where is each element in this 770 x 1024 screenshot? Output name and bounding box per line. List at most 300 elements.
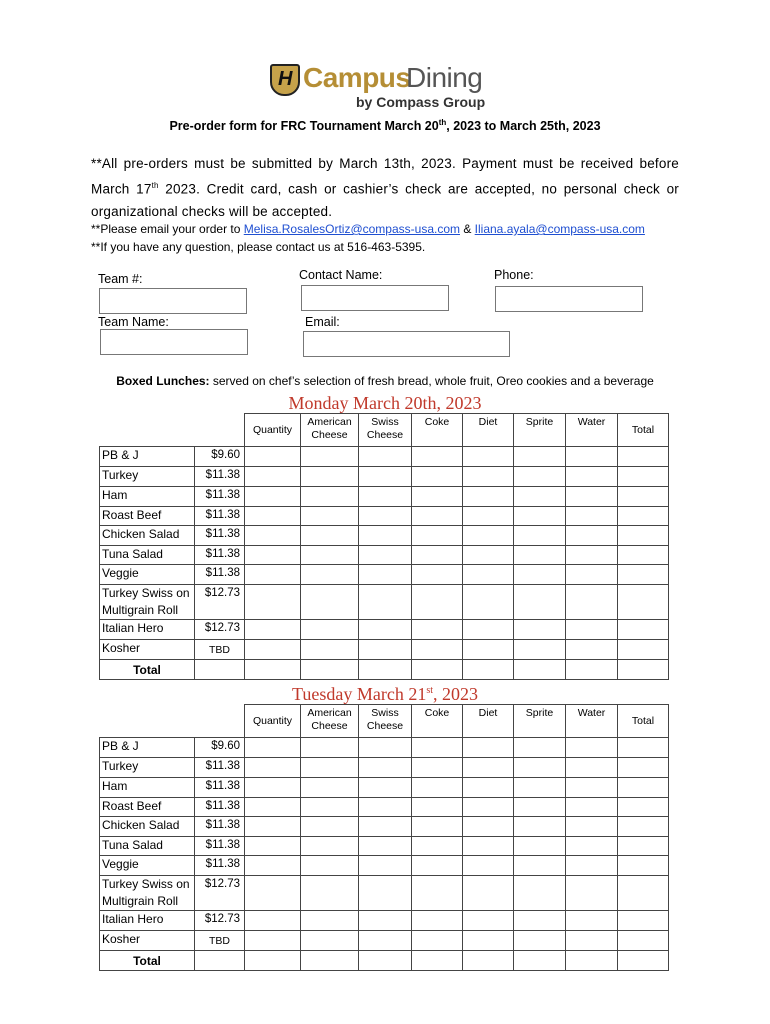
order-cell-total[interactable]	[618, 931, 669, 951]
item-price: $9.60	[195, 447, 245, 467]
item-price: TBD	[195, 640, 245, 660]
item-price: $11.38	[195, 467, 245, 487]
total-row	[100, 951, 669, 971]
team-name-field[interactable]	[100, 329, 248, 355]
order-cell-swiss[interactable]	[359, 738, 412, 758]
col-swiss-cheese-header	[359, 414, 412, 447]
order-cell-sprite[interactable]	[514, 778, 566, 798]
phone-note: **If you have any question, please contact us at 516-463-5395.	[91, 240, 426, 254]
order-cell-american[interactable]	[301, 856, 359, 876]
header-text: Swiss	[371, 416, 399, 428]
order-cell-quantity[interactable]	[245, 640, 301, 660]
order-cell-american[interactable]	[301, 837, 359, 856]
item-name: Italian Hero	[100, 620, 195, 640]
order-cell-sprite[interactable]	[514, 758, 566, 778]
item-price: $9.60	[195, 738, 245, 758]
total-cell-sprite[interactable]	[514, 660, 566, 680]
email-field[interactable]	[303, 331, 510, 357]
order-cell-water[interactable]	[566, 526, 618, 546]
order-cell-diet[interactable]	[463, 565, 514, 585]
col-american-cheese-header	[301, 705, 359, 738]
order-cell-water[interactable]	[566, 565, 618, 585]
table-row	[100, 856, 669, 876]
order-cell-sprite[interactable]	[514, 837, 566, 856]
email-link-melisa[interactable]: Melisa.RosalesOrtiz@compass-usa.com	[243, 222, 460, 236]
order-cell-sprite[interactable]	[514, 817, 566, 837]
table-row	[100, 778, 669, 798]
order-cell-sprite[interactable]	[514, 507, 566, 526]
order-cell-water[interactable]	[566, 798, 618, 817]
order-cell-water[interactable]	[566, 447, 618, 467]
order-cell-swiss[interactable]	[359, 585, 412, 620]
total-cell-sprite[interactable]	[514, 951, 566, 971]
header-text: Diet	[478, 416, 498, 428]
order-cell-american[interactable]	[301, 931, 359, 951]
order-cell-coke[interactable]	[412, 758, 463, 778]
table-row	[100, 837, 669, 856]
table-row	[100, 640, 669, 660]
total-cell-total[interactable]	[618, 951, 669, 971]
order-cell-water[interactable]	[566, 778, 618, 798]
order-cell-quantity[interactable]	[245, 798, 301, 817]
table-row	[100, 526, 669, 546]
item-price: $11.38	[195, 758, 245, 778]
header-text: Quantity	[252, 424, 293, 436]
item-name: Tuna Salad	[100, 546, 195, 565]
order-cell-american[interactable]	[301, 546, 359, 565]
order-cell-sprite[interactable]	[514, 856, 566, 876]
item-price: $11.38	[195, 507, 245, 526]
item-price: $11.38	[195, 856, 245, 876]
order-cell-american[interactable]	[301, 876, 359, 911]
order-cell-swiss[interactable]	[359, 778, 412, 798]
order-cell-coke[interactable]	[412, 738, 463, 758]
order-cell-swiss[interactable]	[359, 620, 412, 640]
table-row	[100, 467, 669, 487]
order-cell-quantity[interactable]	[245, 507, 301, 526]
order-cell-water[interactable]	[566, 507, 618, 526]
order-cell-diet[interactable]	[463, 837, 514, 856]
order-cell-coke[interactable]	[412, 565, 463, 585]
order-cell-coke[interactable]	[412, 911, 463, 931]
shield-icon: H	[270, 64, 300, 96]
table-row	[100, 738, 669, 758]
col-total-header	[618, 414, 669, 447]
item-name: Ham	[100, 487, 195, 507]
order-cell-water[interactable]	[566, 876, 618, 911]
table-row	[100, 620, 669, 640]
order-cell-diet[interactable]	[463, 931, 514, 951]
order-cell-total[interactable]	[618, 546, 669, 565]
order-cell-quantity[interactable]	[245, 447, 301, 467]
item-price: TBD	[195, 931, 245, 951]
order-cell-diet[interactable]	[463, 911, 514, 931]
table-row	[100, 546, 669, 565]
item-price: $11.38	[195, 837, 245, 856]
order-cell-quantity[interactable]	[245, 546, 301, 565]
total-cell-american[interactable]	[301, 951, 359, 971]
order-cell-diet[interactable]	[463, 585, 514, 620]
col-quantity-header	[245, 414, 301, 447]
order-cell-total[interactable]	[618, 467, 669, 487]
order-cell-sprite[interactable]	[514, 911, 566, 931]
order-cell-american[interactable]	[301, 640, 359, 660]
order-cell-american[interactable]	[301, 487, 359, 507]
header-text: American	[307, 707, 352, 719]
item-price: $12.73	[195, 620, 245, 640]
total-cell-total[interactable]	[618, 660, 669, 680]
order-cell-water[interactable]	[566, 837, 618, 856]
col-diet-header	[463, 705, 514, 738]
table-row	[100, 585, 669, 620]
col-sprite-header	[514, 414, 566, 447]
order-cell-sprite[interactable]	[514, 640, 566, 660]
order-cell-total[interactable]	[618, 585, 669, 620]
table-header-row	[100, 705, 669, 738]
header-text: Total	[631, 715, 655, 727]
order-cell-water[interactable]	[566, 546, 618, 565]
table-header-row	[100, 414, 669, 447]
order-cell-diet[interactable]	[463, 526, 514, 546]
order-cell-quantity[interactable]	[245, 876, 301, 911]
order-cell-swiss[interactable]	[359, 837, 412, 856]
order-cell-coke[interactable]	[412, 817, 463, 837]
team-number-field[interactable]	[99, 288, 247, 314]
order-cell-swiss[interactable]	[359, 817, 412, 837]
order-cell-quantity[interactable]	[245, 585, 301, 620]
order-cell-sprite[interactable]	[514, 585, 566, 620]
order-cell-coke[interactable]	[412, 546, 463, 565]
item-name: Turkey Swiss on Multigrain Roll	[100, 585, 195, 620]
order-cell-quantity[interactable]	[245, 778, 301, 798]
item-name: Kosher	[100, 640, 195, 660]
header-spacer	[195, 414, 245, 447]
header-text: Total	[631, 424, 655, 436]
order-cell-total[interactable]	[618, 640, 669, 660]
total-cell-water[interactable]	[566, 951, 618, 971]
order-cell-coke[interactable]	[412, 585, 463, 620]
team-name-label: Team Name:	[98, 315, 169, 329]
order-cell-diet[interactable]	[463, 507, 514, 526]
order-cell-water[interactable]	[566, 931, 618, 951]
order-cell-sprite[interactable]	[514, 620, 566, 640]
table-row	[100, 931, 669, 951]
order-cell-total[interactable]	[618, 507, 669, 526]
order-cell-sprite[interactable]	[514, 931, 566, 951]
order-cell-sprite[interactable]	[514, 487, 566, 507]
order-cell-quantity[interactable]	[245, 565, 301, 585]
order-cell-american[interactable]	[301, 817, 359, 837]
header-text: Cheese	[366, 429, 404, 441]
order-cell-water[interactable]	[566, 640, 618, 660]
order-cell-total[interactable]	[618, 620, 669, 640]
item-name: Ham	[100, 778, 195, 798]
order-cell-coke[interactable]	[412, 931, 463, 951]
order-cell-total[interactable]	[618, 798, 669, 817]
order-cell-water[interactable]	[566, 911, 618, 931]
item-name: Kosher	[100, 931, 195, 951]
phone-label: Phone:	[494, 268, 534, 282]
order-cell-american[interactable]	[301, 911, 359, 931]
order-cell-sprite[interactable]	[514, 526, 566, 546]
total-cell-diet[interactable]	[463, 951, 514, 971]
header-text: American	[307, 416, 352, 428]
order-cell-total[interactable]	[618, 876, 669, 911]
header-text: Diet	[478, 707, 498, 719]
total-row	[100, 660, 669, 680]
order-cell-diet[interactable]	[463, 738, 514, 758]
order-cell-diet[interactable]	[463, 620, 514, 640]
total-price-cell	[195, 660, 245, 680]
item-price: $11.38	[195, 778, 245, 798]
campus-dining-logo	[270, 62, 494, 112]
table-row	[100, 911, 669, 931]
item-price: $11.38	[195, 546, 245, 565]
order-cell-sprite[interactable]	[514, 565, 566, 585]
col-swiss-cheese-header	[359, 705, 412, 738]
monday-order-table	[99, 413, 669, 680]
item-name: Chicken Salad	[100, 817, 195, 837]
order-cell-swiss[interactable]	[359, 640, 412, 660]
order-cell-coke[interactable]	[412, 798, 463, 817]
order-cell-swiss[interactable]	[359, 876, 412, 911]
order-cell-quantity[interactable]	[245, 738, 301, 758]
order-cell-water[interactable]	[566, 620, 618, 640]
order-cell-quantity[interactable]	[245, 467, 301, 487]
order-cell-swiss[interactable]	[359, 565, 412, 585]
col-sprite-header	[514, 705, 566, 738]
table-row	[100, 817, 669, 837]
order-cell-diet[interactable]	[463, 817, 514, 837]
item-price: $11.38	[195, 798, 245, 817]
order-cell-quantity[interactable]	[245, 837, 301, 856]
header-text: Cheese	[311, 429, 348, 441]
col-total-header	[618, 705, 669, 738]
order-cell-swiss[interactable]	[359, 467, 412, 487]
header-text: Cheese	[311, 720, 348, 732]
logo-brand-dining: Dining	[406, 62, 483, 93]
order-cell-american[interactable]	[301, 738, 359, 758]
col-water-header	[566, 705, 618, 738]
order-cell-total[interactable]	[618, 738, 669, 758]
order-cell-swiss[interactable]	[359, 931, 412, 951]
order-cell-sprite[interactable]	[514, 467, 566, 487]
table-row	[100, 798, 669, 817]
order-cell-swiss[interactable]	[359, 447, 412, 467]
boxed-lunches-note: Boxed Lunches: served on chef’s selection of fresh bread, whole fruit, Oreo cookies and a beverage	[116, 374, 654, 388]
order-cell-total[interactable]	[618, 911, 669, 931]
order-cell-american[interactable]	[301, 798, 359, 817]
order-cell-coke[interactable]	[412, 640, 463, 660]
order-cell-american[interactable]	[301, 778, 359, 798]
header-spacer	[100, 414, 195, 447]
order-cell-american[interactable]	[301, 585, 359, 620]
total-price-cell	[195, 951, 245, 971]
item-price: $12.73	[195, 876, 245, 911]
order-cell-sprite[interactable]	[514, 876, 566, 911]
order-cell-diet[interactable]	[463, 546, 514, 565]
order-cell-swiss[interactable]	[359, 487, 412, 507]
item-name: Veggie	[100, 565, 195, 585]
order-cell-american[interactable]	[301, 565, 359, 585]
order-cell-total[interactable]	[618, 856, 669, 876]
order-cell-water[interactable]	[566, 738, 618, 758]
order-cell-coke[interactable]	[412, 487, 463, 507]
email-label: Email:	[305, 315, 340, 329]
order-cell-diet[interactable]	[463, 876, 514, 911]
email-note: **Please email your order to Melisa.RosalesOrtiz@compass-usa.com & Iliana.ayala@compass-usa.com	[91, 222, 645, 236]
order-cell-coke[interactable]	[412, 876, 463, 911]
item-name: Roast Beef	[100, 798, 195, 817]
total-cell-swiss[interactable]	[359, 951, 412, 971]
order-cell-sprite[interactable]	[514, 447, 566, 467]
order-cell-total[interactable]	[618, 565, 669, 585]
item-price: $11.38	[195, 487, 245, 507]
order-cell-diet[interactable]	[463, 467, 514, 487]
order-cell-coke[interactable]	[412, 620, 463, 640]
logo-byline: by Compass Group	[356, 94, 486, 110]
order-cell-total[interactable]	[618, 837, 669, 856]
order-cell-water[interactable]	[566, 817, 618, 837]
order-cell-quantity[interactable]	[245, 931, 301, 951]
total-cell-water[interactable]	[566, 660, 618, 680]
table-row	[100, 565, 669, 585]
order-cell-swiss[interactable]	[359, 798, 412, 817]
header-text: Cheese	[366, 720, 404, 732]
order-cell-coke[interactable]	[412, 778, 463, 798]
order-cell-diet[interactable]	[463, 487, 514, 507]
table-row	[100, 758, 669, 778]
order-cell-american[interactable]	[301, 758, 359, 778]
item-name: Turkey Swiss on Multigrain Roll	[100, 876, 195, 911]
order-cell-diet[interactable]	[463, 778, 514, 798]
item-name: Italian Hero	[100, 911, 195, 931]
phone-field[interactable]	[495, 286, 643, 312]
order-cell-quantity[interactable]	[245, 856, 301, 876]
monday-heading: Monday March 20th, 2023	[288, 393, 482, 413]
order-cell-total[interactable]	[618, 487, 669, 507]
header-text: Sprite	[525, 707, 554, 719]
table-row	[100, 447, 669, 467]
item-name: Turkey	[100, 467, 195, 487]
logo-brand-campus: Campus	[303, 62, 411, 93]
item-name: Turkey	[100, 758, 195, 778]
total-cell-swiss[interactable]	[359, 660, 412, 680]
col-coke-header	[412, 414, 463, 447]
order-cell-coke[interactable]	[412, 856, 463, 876]
team-number-label: Team #:	[98, 272, 143, 286]
order-cell-american[interactable]	[301, 507, 359, 526]
col-american-cheese-header	[301, 414, 359, 447]
order-cell-quantity[interactable]	[245, 817, 301, 837]
order-cell-diet[interactable]	[463, 447, 514, 467]
item-name: PB & J	[100, 447, 195, 467]
total-cell-coke[interactable]	[412, 660, 463, 680]
total-cell-quantity[interactable]	[245, 951, 301, 971]
header-text: Coke	[424, 707, 450, 719]
order-cell-coke[interactable]	[412, 837, 463, 856]
table-row	[100, 487, 669, 507]
header-text: Swiss	[371, 707, 399, 719]
order-cell-water[interactable]	[566, 487, 618, 507]
order-cell-sprite[interactable]	[514, 798, 566, 817]
order-cell-quantity[interactable]	[245, 487, 301, 507]
tuesday-order-table	[99, 704, 669, 971]
order-cell-total[interactable]	[618, 778, 669, 798]
total-cell-quantity[interactable]	[245, 660, 301, 680]
page-title: Pre-order form for FRC Tournament March 20th, 2023 to March 25th, 2023	[169, 118, 601, 134]
col-diet-header	[463, 414, 514, 447]
order-cell-water[interactable]	[566, 856, 618, 876]
order-cell-water[interactable]	[566, 758, 618, 778]
item-price: $11.38	[195, 817, 245, 837]
order-cell-quantity[interactable]	[245, 620, 301, 640]
order-cell-american[interactable]	[301, 447, 359, 467]
header-text: Water	[577, 416, 606, 428]
contact-name-label: Contact Name:	[299, 268, 383, 282]
order-cell-coke[interactable]	[412, 447, 463, 467]
total-cell-american[interactable]	[301, 660, 359, 680]
order-cell-diet[interactable]	[463, 798, 514, 817]
header-text: Quantity	[252, 715, 293, 727]
order-cell-coke[interactable]	[412, 507, 463, 526]
total-row-label: Total	[100, 951, 195, 971]
contact-name-field[interactable]	[301, 285, 449, 311]
order-cell-total[interactable]	[618, 447, 669, 467]
total-cell-coke[interactable]	[412, 951, 463, 971]
item-name: Tuna Salad	[100, 837, 195, 856]
item-name: PB & J	[100, 738, 195, 758]
order-cell-american[interactable]	[301, 620, 359, 640]
item-name: Veggie	[100, 856, 195, 876]
order-cell-sprite[interactable]	[514, 546, 566, 565]
order-cell-diet[interactable]	[463, 758, 514, 778]
item-price: $12.73	[195, 911, 245, 931]
order-cell-quantity[interactable]	[245, 911, 301, 931]
col-quantity-header	[245, 705, 301, 738]
order-cell-total[interactable]	[618, 758, 669, 778]
order-cell-quantity[interactable]	[245, 758, 301, 778]
item-name: Roast Beef	[100, 507, 195, 526]
table-row	[100, 876, 669, 911]
item-price: $11.38	[195, 526, 245, 546]
order-cell-swiss[interactable]	[359, 911, 412, 931]
order-cell-swiss[interactable]	[359, 758, 412, 778]
order-cell-swiss[interactable]	[359, 526, 412, 546]
col-coke-header	[412, 705, 463, 738]
total-cell-diet[interactable]	[463, 660, 514, 680]
order-cell-american[interactable]	[301, 467, 359, 487]
order-cell-diet[interactable]	[463, 856, 514, 876]
order-cell-total[interactable]	[618, 526, 669, 546]
order-cell-diet[interactable]	[463, 640, 514, 660]
header-text: Water	[577, 707, 606, 719]
order-cell-swiss[interactable]	[359, 507, 412, 526]
order-cell-swiss[interactable]	[359, 546, 412, 565]
order-cell-coke[interactable]	[412, 526, 463, 546]
order-cell-swiss[interactable]	[359, 856, 412, 876]
order-cell-sprite[interactable]	[514, 738, 566, 758]
item-price: $11.38	[195, 565, 245, 585]
email-link-iliana[interactable]: Iliana.ayala@compass-usa.com	[474, 222, 645, 236]
header-text: Coke	[424, 416, 450, 428]
order-cell-total[interactable]	[618, 817, 669, 837]
order-cell-coke[interactable]	[412, 467, 463, 487]
order-cell-water[interactable]	[566, 467, 618, 487]
order-cell-american[interactable]	[301, 526, 359, 546]
order-cell-water[interactable]	[566, 585, 618, 620]
order-cell-quantity[interactable]	[245, 526, 301, 546]
